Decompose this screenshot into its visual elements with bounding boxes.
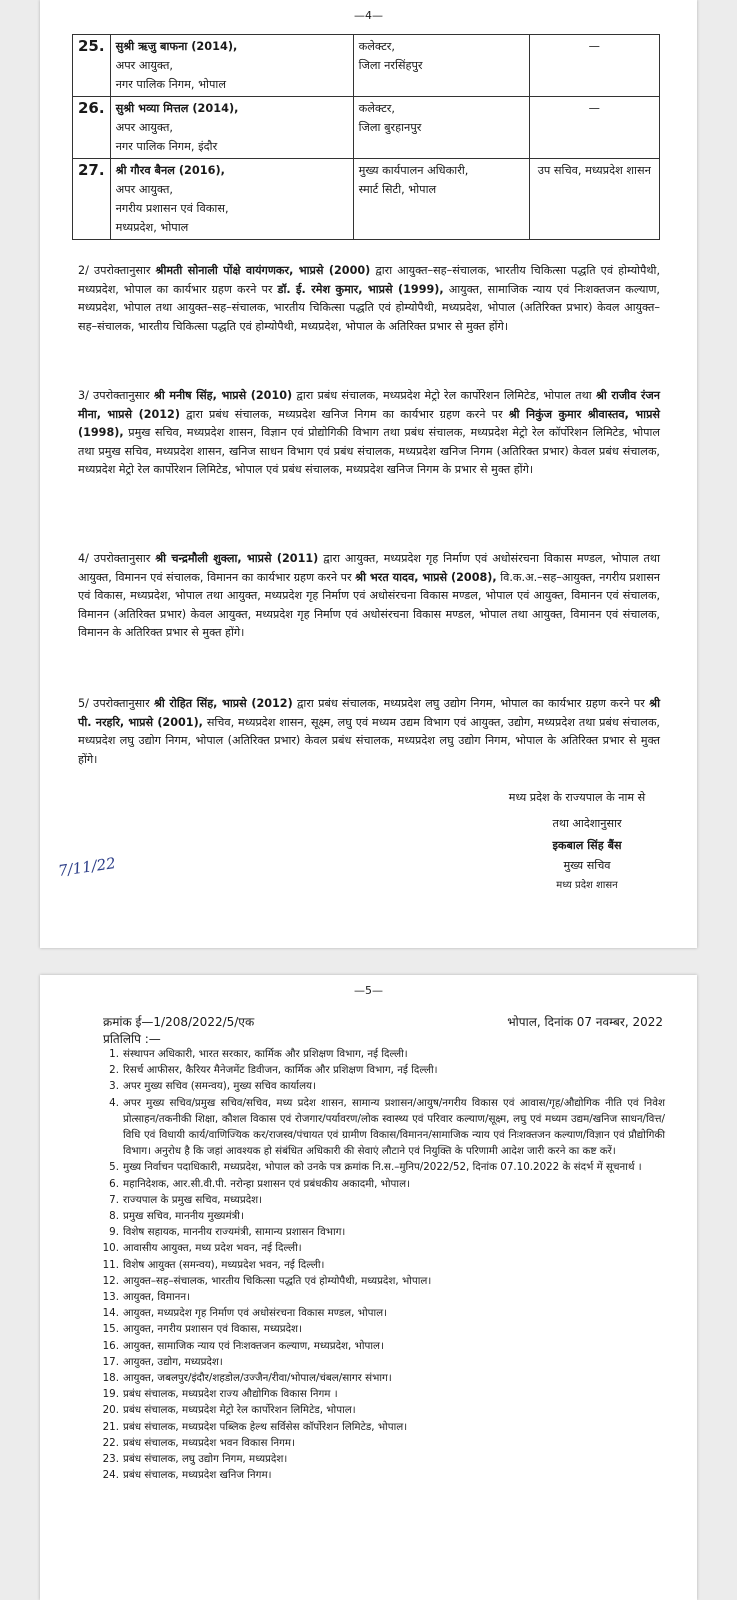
item-text: संस्थापन अधिकारी, भारत सरकार, कार्मिक और प्रशिक्षण विभाग, नई दिल्ली। [123, 1048, 408, 1060]
list-item [100, 1240, 665, 1256]
item-number: 21. [102, 1420, 119, 1433]
list-item [100, 1062, 665, 1078]
item-number: 3. [109, 1080, 119, 1093]
handwritten-initials: 7/11/22 [57, 854, 117, 880]
order-number: क्रमांक ई—1/208/2022/5/एक [103, 1015, 255, 1029]
item-text: आयुक्त, जबलपुर/इंदौर/शहडोल/उज्जैन/रीवा/भोपाल/चंबल/सागर संभाग। [123, 1372, 392, 1385]
paragraph-3: 3/ उपरोक्तानुसार श्री मनीष सिंह, भाप्रसे (2010) द्वारा प्रबंध संचालक, मध्यप्रदेश मेट्रो रेल कार्पोरेशन लिमिटेड, भोपाल तथा श्री राजीव रंजन मीना, भाप्रसे (2012) द्वारा प्रबंध संचालक, मध्यप्रदेश खनिज निगम का कार्यभार ग्रहण करने पर श्री निकुंज कुमार श्रीवास्तव, भाप्रसे (1998), प्रमुख सचिव, मध्यप्रदेश शासन, विज्ञान एवं प्रोद्योगिकी विभाग तथा प्रबंध संचालक, मध्यप्रदेश मेट्रो रेल कॉर्पोरेशन लिमिटेड, भोपाल तथा प्रमुख सचिव, मध्यप्रदेश शासन, खनिज साधन विभाग एवं प्रबंध संचालक, मध्यप्रदेश खनिज निगम (अतिरिक्त प्रभार) केवल प्रबंध संचालक, मध्यप्रदेश मेट्रो रेल कार्पोरेशन लिमिटेड, भोपाल एवं प्रबंध संचालक, मध्यप्रदेश खनिज निगम के प्रभार से मुक्त होंगे। [78, 389, 660, 476]
item-text: प्रबंध संचालक, मध्यप्रदेश राज्य औद्योगिक विकास निगम । [123, 1388, 338, 1401]
item-number: 17. [102, 1355, 119, 1368]
paragraph-5: 5/ उपरोक्तानुसार श्री रोहित सिंह, भाप्रसे (2012) द्वारा प्रबंध संचालक, मध्यप्रदेश लघु उद्योग निगम, भोपाल का कार्यभार ग्रहण करने पर श्री पी. नरहरि, भाप्रसे (2001), सचिव, मध्यप्रदेश शासन, सूक्ष्म, लघु एवं मध्यम उद्यम विभाग एवं आयुक्त, उद्योग, मध्यप्रदेश तथा प्रबंध संचालक, मध्यप्रदेश लघु उद्योग निगम, भोपाल (अतिरिक्त प्रभार) केवल प्रबंध संचालक, मध्यप्रदेश लघु उद्योग निगम, भोपाल के अतिरिक्त प्रभार से मुक्त होंगे। [78, 697, 660, 766]
item-number: 23. [102, 1453, 119, 1466]
table-row [73, 97, 660, 159]
list-item [100, 1354, 665, 1370]
officer-new-post [353, 35, 529, 97]
item-number: 20. [102, 1404, 119, 1417]
post-line: कलेक्टर, [358, 40, 395, 53]
list-item [100, 1419, 665, 1435]
item-number: 22. [102, 1436, 119, 1449]
additional-post: — [529, 35, 659, 97]
page-number: —5— [354, 984, 383, 997]
item-number: 18. [102, 1372, 119, 1385]
list-item [100, 1273, 665, 1289]
post-line: अपर आयुक्त, [115, 59, 174, 72]
officer-new-post [353, 159, 529, 240]
item-number: 2. [109, 1064, 119, 1077]
signatory-org: मध्य प्रदेश शासन [556, 880, 618, 891]
post-line: अपर आयुक्त, [115, 183, 174, 196]
list-item [100, 1435, 665, 1451]
item-number: 4. [109, 1096, 119, 1109]
item-text: विशेष आयुक्त (समन्वय), मध्यप्रदेश भवन, नई दिल्ली। [123, 1258, 325, 1271]
item-text: आयुक्त, मध्यप्रदेश गृह निर्माण एवं अधोसंरचना विकास मण्डल, भोपाल। [123, 1307, 388, 1320]
item-text: प्रबंध संचालक, मध्यप्रदेश भवन विकास निगम। [123, 1436, 295, 1449]
additional-post: उप सचिव, मध्यप्रदेश शासन [529, 159, 659, 240]
item-text: आवासीय आयुक्त, मध्य प्रदेश भवन, नई दिल्ली। [123, 1242, 302, 1255]
item-text: आयुक्त, विमानन। [123, 1291, 190, 1304]
copy-label: प्रतिलिपि :— [103, 1032, 161, 1046]
list-item [100, 1451, 665, 1467]
list-item [100, 1176, 665, 1192]
officer-new-post [353, 97, 529, 159]
item-text: प्रबंध संचालक, मध्यप्रदेश मेट्रो रेल कार्पोरेशन लिमिटेड, भोपाल। [123, 1404, 356, 1417]
list-item [100, 1305, 665, 1321]
signature-line-2: तथा आदेशानुसार [552, 817, 622, 830]
officer-name: सुश्री ऋजु बाफना (2014), [115, 40, 238, 53]
list-item [100, 1192, 665, 1208]
item-number: 11. [102, 1258, 119, 1271]
item-number: 15. [102, 1323, 119, 1336]
post-line: मुख्य कार्यपालन अधिकारी, [358, 164, 469, 177]
item-number: 19. [102, 1388, 119, 1401]
row-number: 27. [73, 159, 111, 240]
signatory-name: इकबाल सिंह बैंस [552, 839, 622, 852]
officer-name: श्री गौरव बैनल (2016), [115, 164, 225, 177]
item-number: 13. [102, 1291, 119, 1304]
item-text: आयुक्त, सामाजिक न्याय एवं निःशक्तजन कल्याण, मध्यप्रदेश, भोपाल। [123, 1339, 384, 1352]
item-text: आयुक्त–सह–संचालक, भारतीय चिकित्सा पद्धति एवं होम्योपैथी, मध्यप्रदेश, भोपाल। [123, 1274, 432, 1287]
list-item [100, 1338, 665, 1354]
officer-current-post [110, 35, 353, 97]
item-number: 14. [102, 1307, 119, 1320]
item-number: 5. [109, 1161, 119, 1174]
post-line: कलेक्टर, [358, 102, 395, 115]
post-line: नगरीय प्रशासन एवं विकास, [115, 202, 229, 215]
item-text: प्रबंध संचालक, मध्यप्रदेश खनिज निगम। [123, 1469, 272, 1482]
item-text: मुख्य निर्वाचन पदाधिकारी, मध्यप्रदेश, भोपाल को उनके पत्र क्रमांक नि.स.–मुनिप/2022/52, दिनांक 07.10.2022 के संदर्भ में सूचनार्थ । [123, 1161, 642, 1174]
post-line: नगर पालिक निगम, भोपाल [115, 78, 226, 91]
item-number: 6. [109, 1177, 119, 1190]
paragraph-2: 2/ उपरोक्तानुसार श्रीमती सोनाली पोंक्षे वायंगणकर, भाप्रसे (2000) द्वारा आयुक्त–सह–संचालक, भारतीय चिकित्सा पद्धति एवं होम्योपैथी, मध्यप्रदेश, भोपाल का कार्यभार ग्रहण करने पर डॉ. ई. रमेश कुमार, भाप्रसे (1999), आयुक्त, सामाजिक न्याय एवं निःशक्तजन कल्याण, मध्यप्रदेश, भोपाल तथा आयुक्त–सह–संचालक, भारतीय चिकित्सा पद्धति एवं होम्योपैथी, मध्यप्रदेश, भोपाल (अतिरिक्त प्रभार) केवल आयुक्त–सह–संचालक, भारतीय चिकित्सा पद्धति एवं होम्योपैथी, मध्यप्रदेश, भोपाल के अतिरिक्त प्रभार से मुक्त होंगे। [78, 264, 660, 333]
list-item [100, 1386, 665, 1402]
table-row [73, 35, 660, 97]
item-number: 9. [109, 1226, 119, 1239]
list-item [100, 1257, 665, 1273]
item-text: राज्यपाल के प्रमुख सचिव, मध्यप्रदेश। [123, 1193, 263, 1206]
post-line: मध्यप्रदेश, भोपाल [115, 221, 189, 234]
item-number: 24. [102, 1469, 119, 1482]
officer-current-post [110, 97, 353, 159]
item-number: 8. [109, 1210, 119, 1223]
item-text: अपर मुख्य सचिव/प्रमुख सचिव/सचिव, मध्य प्रदेश शासन, सामान्य प्रशासन/आयुष/नगरीय विकास एवं आवास/गृह/औद्योगिक नीति एवं निवेश प्रोत्साहन/तकनीकी शिक्षा, कौशल विकास एवं रोजगार/पर्यावरण/लोक स्वास्थ्य एवं परिवार कल्याण/सूक्ष्म, लघु एवं मध्यम उद्यम/खनिज साधन/वित्त/विधि एवं विधायी कार्य/वाणिज्यिक कर/राजस्व/पंचायत एवं ग्रामीण विकास/विमानन/सामाजिक न्याय एवं निःशक्तजन कल्याण/विज्ञान एवं प्रौद्योगिकी विभाग। अनुरोध है कि जहां आवश्यक हो संबंधित अधिकारी की सेवाएं लौटाने एवं नियुक्ति के परिणामी आदेश जारी करने का कष्ट करें। [123, 1096, 665, 1158]
item-text: आयुक्त, नगरीय प्रशासन एवं विकास, मध्यप्रदेश। [123, 1323, 302, 1336]
page-number: —4— [354, 9, 383, 22]
additional-post: — [529, 97, 659, 159]
list-item [100, 1078, 665, 1094]
list-item [100, 1370, 665, 1386]
distribution-list [100, 1046, 665, 1483]
table-row [73, 159, 660, 240]
item-text: प्रमुख सचिव, माननीय मुख्यमंत्री। [123, 1210, 244, 1223]
post-line: जिला बुरहानपुर [358, 121, 422, 134]
list-item [100, 1321, 665, 1337]
signatory-post: मुख्य सचिव [563, 859, 611, 872]
row-number: 25. [73, 35, 111, 97]
order-header [103, 1013, 663, 1030]
list-item [100, 1289, 665, 1305]
item-text: महानिदेशक, आर.सी.वी.पी. नरोन्हा प्रशासन एवं प्रबंधकीय अकादमी, भोपाल। [123, 1177, 410, 1190]
list-item [100, 1224, 665, 1240]
signature-line-1: मध्य प्रदेश के राज्यपाल के नाम से [508, 791, 646, 804]
officer-table [72, 34, 660, 240]
item-number: 12. [102, 1274, 119, 1287]
post-line: अपर आयुक्त, [115, 121, 174, 134]
item-text: अपर मुख्य सचिव (समन्वय), मुख्य सचिव कार्यालय। [123, 1080, 316, 1093]
item-text: प्रबंध संचालक, मध्यप्रदेश पब्लिक हेल्थ सर्विसेस कॉर्पोरेशन लिमिटेड, भोपाल। [123, 1420, 408, 1433]
list-item [100, 1402, 665, 1418]
item-number: 10. [102, 1242, 119, 1255]
order-place-date: भोपाल, दिनांक 07 नवम्बर, 2022 [507, 1015, 663, 1029]
paragraph-4: 4/ उपरोक्तानुसार श्री चन्द्रमौली शुक्ला, भाप्रसे (2011) द्वारा आयुक्त, मध्यप्रदेश गृह निर्माण एवं अधोसंरचना विकास मण्डल, भोपाल तथा आयुक्त, विमानन एवं संचालक, विमानन का कार्यभार ग्रहण करने पर श्री भरत यादव, भाप्रसे (2008), वि.क.अ.–सह–आयुक्त, नगरीय प्रशासन एवं विकास, मध्यप्रदेश, भोपाल तथा आयुक्त, मध्यप्रदेश गृह निर्माण एवं अधोसंरचना विकास मण्डल, भोपाल एवं आयुक्त, विमानन एवं संचालक, विमानन (अतिरिक्त प्रभार) केवल आयुक्त, मध्यप्रदेश गृह निर्माण एवं अधोसंरचना विकास मण्डल, भोपाल तथा आयुक्त, विमानन एवं संचालक, विमानन के अतिरिक्त प्रभार से मुक्त होंगे। [78, 552, 660, 639]
item-text: प्रबंध संचालक, लघु उद्योग निगम, मध्यप्रदेश। [123, 1453, 288, 1466]
item-number: 7. [109, 1193, 119, 1206]
item-number: 1. [109, 1048, 119, 1060]
row-number: 26. [73, 97, 111, 159]
list-item [100, 1046, 665, 1062]
list-item [100, 1159, 665, 1175]
list-item [100, 1208, 665, 1224]
item-text: आयुक्त, उद्योग, मध्यप्रदेश। [123, 1355, 223, 1368]
officer-name: सुश्री भव्या मित्तल (2014), [115, 102, 239, 115]
post-line: जिला नरसिंहपुर [358, 59, 423, 72]
item-text: रिसर्च आफीसर, कैरियर मैनेजमेंट डिवीजन, कार्मिक और प्रशिक्षण विभाग, नई दिल्ली। [123, 1064, 438, 1077]
post-line: नगर पालिक निगम, इंदौर [115, 140, 218, 153]
post-line: स्मार्ट सिटी, भोपाल [358, 183, 437, 196]
officer-current-post [110, 159, 353, 240]
list-item [100, 1095, 665, 1160]
item-number: 16. [102, 1339, 119, 1352]
list-item [100, 1467, 665, 1483]
item-text: विशेष सहायक, माननीय राज्यमंत्री, सामान्य प्रशासन विभाग। [123, 1226, 346, 1239]
